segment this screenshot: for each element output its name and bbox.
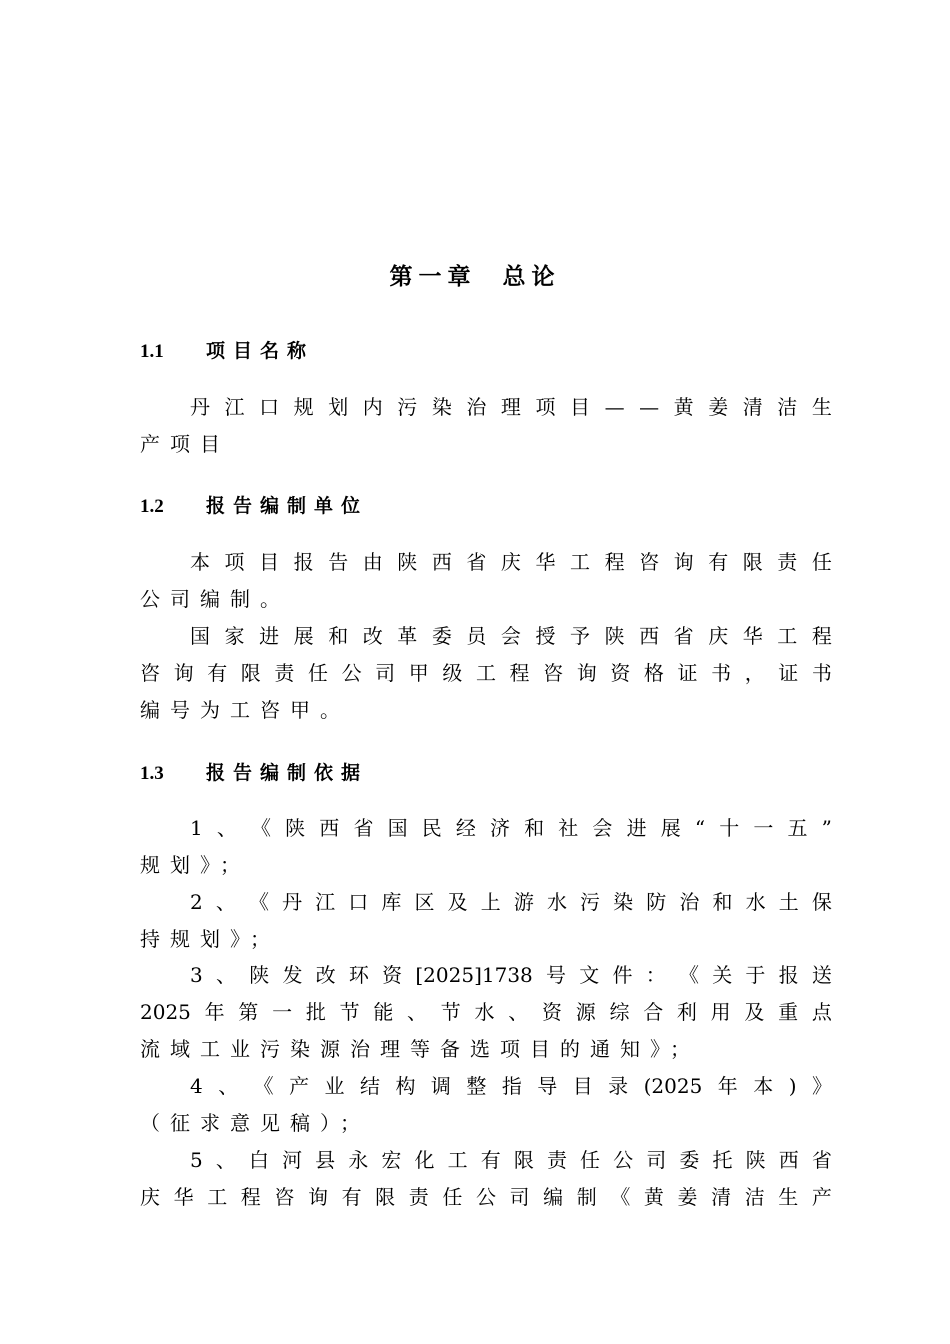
chapter-number: 第一章 <box>389 263 477 290</box>
paragraph-project-name: 丹 江 口 规 划 内 污 染 治 理 项 目 — — 黄 姜 清 洁 生 产项目 <box>140 395 832 456</box>
basis-item-3: 3 、 陕 发 改 环 资 [2025]1738 号 文 件 ： 《 关 于 报 送 2025 年 第 一 批 节 能 、 节 水 、 资 源 综 合 利 用 及 重 点 流域工业污染源治理等备选项目的通知》； <box>140 963 832 1061</box>
paragraph-qualification: 国 家 进 展 和 改 革 委 员 会 授 予 陕 西 省 庆 华 工 程 咨 询 有 限 责 任 公 司 甲 级 工 程 咨 询 资 格 证 书 ， 证 书 编号为工咨甲。 <box>140 624 832 722</box>
basis-item-5: 5 、 白 河 县 永 宏 化 工 有 限 责 任 公 司 委 托 陕 西 省 庆 华 工 程 咨 询 有 限 责 任 公 司 编 制 《 黄 姜 清 洁 生 产 <box>140 1148 832 1209</box>
chapter-name: 总论 <box>502 263 561 290</box>
basis-item-2: 2 、 《 丹 江 口 库 区 及 上 游 水 污 染 防 治 和 水 土 保 持规划》； <box>140 890 832 951</box>
section-heading-1-2: 1.2 报告编制单位 <box>140 495 369 517</box>
chapter-title <box>0 258 950 291</box>
basis-item-1: 1 、 《 陕 西 省 国 民 经 济 和 社 会 进 展 “ 十 一 五 ” 规划》； <box>140 816 832 877</box>
section-heading-1-3: 1.3 报告编制依据 <box>140 762 369 784</box>
paragraph-compiler: 本 项 目 报 告 由 陕 西 省 庆 华 工 程 咨 询 有 限 责 任 公司编制。 <box>140 550 832 611</box>
section-heading-1-1: 1.1 项目名称 <box>140 340 315 362</box>
basis-item-4: 4 、 《 产 业 结 构 调 整 指 导 目 录 (2025 年 本 ) 》 （征求意见稿）； <box>140 1074 832 1135</box>
